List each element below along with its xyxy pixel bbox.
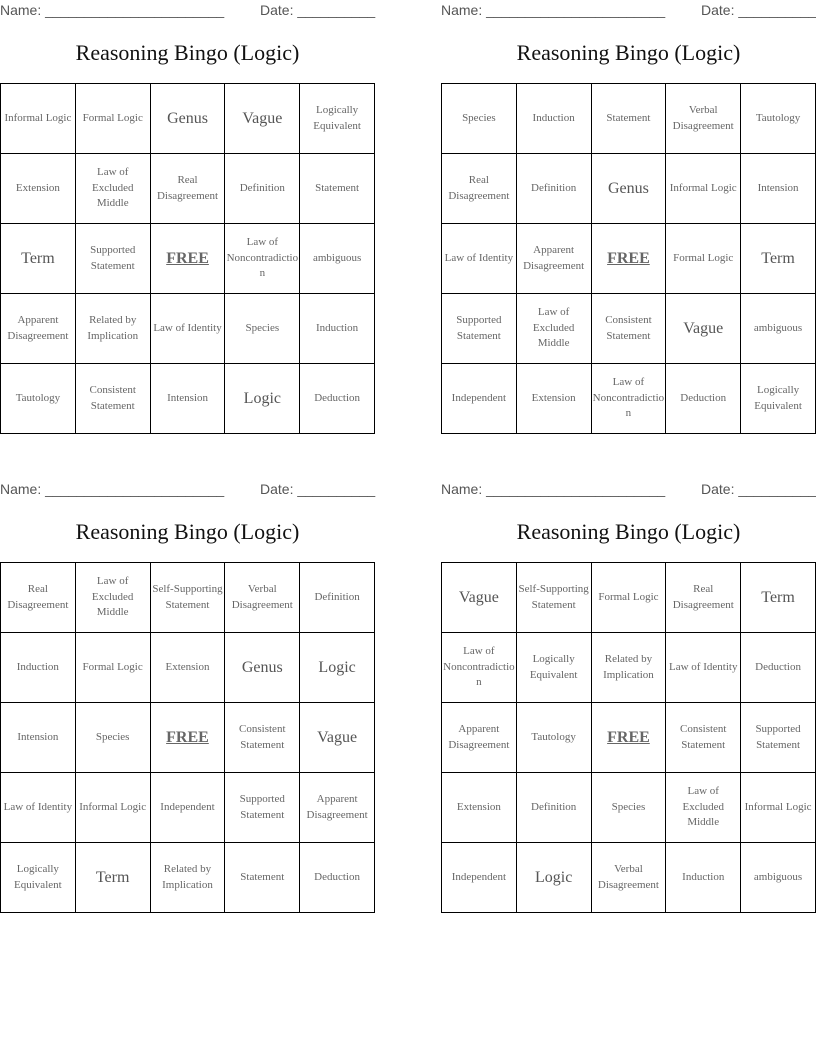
bingo-row [1, 843, 375, 913]
bingo-cell: ambiguous [300, 224, 375, 294]
bingo-row [1, 84, 375, 154]
bingo-row [442, 633, 816, 703]
bingo-cell: Extension [1, 154, 76, 224]
card-title: Reasoning Bingo (Logic) [75, 40, 300, 65]
bingo-cell: Statement [225, 843, 300, 913]
bingo-cell: Tautology [516, 703, 591, 773]
bingo-cell: Extension [516, 364, 591, 434]
bingo-row [442, 224, 816, 294]
bingo-cell: Statement [300, 154, 375, 224]
bingo-cell: Extension [150, 633, 225, 703]
bingo-cell: Vague [300, 703, 375, 773]
free-space: FREE [150, 703, 225, 773]
bingo-row [1, 294, 375, 364]
date-line: Date: __________ [701, 481, 816, 497]
bingo-cell: Induction [300, 294, 375, 364]
date-line: Date: __________ [260, 2, 376, 18]
bingo-cell: Formal Logic [75, 84, 150, 154]
bingo-cell: Logically Equivalent [516, 633, 591, 703]
bingo-cell: Induction [1, 633, 76, 703]
bingo-row [1, 563, 375, 633]
bingo-cell: Independent [442, 843, 517, 913]
card-title: Reasoning Bingo (Logic) [75, 519, 300, 544]
bingo-cell: Genus [225, 633, 300, 703]
card-title: Reasoning Bingo (Logic) [516, 40, 741, 65]
bingo-cell: Extension [442, 773, 517, 843]
bingo-cell: Law of Noncontradiction [442, 633, 517, 703]
name-line: Name: _______________________ [0, 2, 225, 18]
bingo-cell: Vague [225, 84, 300, 154]
bingo-cell: Real Disagreement [666, 563, 741, 633]
bingo-cell: Verbal Disagreement [666, 84, 741, 154]
bingo-row [442, 773, 816, 843]
bingo-cell: Apparent Disagreement [300, 773, 375, 843]
bingo-cell: Supported Statement [75, 224, 150, 294]
bingo-cell: Vague [666, 294, 741, 364]
bingo-cell: Apparent Disagreement [516, 224, 591, 294]
bingo-cell: Logically Equivalent [300, 84, 375, 154]
bingo-cell: Induction [516, 84, 591, 154]
bingo-cell: Related by Implication [75, 294, 150, 364]
bingo-cell: Species [442, 84, 517, 154]
bingo-cell: Law of Identity [1, 773, 76, 843]
bingo-row [442, 154, 816, 224]
bingo-cell: Supported Statement [741, 703, 816, 773]
bingo-cell: Real Disagreement [442, 154, 517, 224]
bingo-grid [441, 83, 816, 434]
bingo-cell: Law of Identity [150, 294, 225, 364]
bingo-cell: Informal Logic [1, 84, 76, 154]
bingo-cell: Formal Logic [591, 563, 666, 633]
bingo-cell: Apparent Disagreement [442, 703, 517, 773]
bingo-cell: Independent [442, 364, 517, 434]
bingo-grid [0, 562, 375, 913]
bingo-cell: Informal Logic [75, 773, 150, 843]
bingo-cell: Deduction [300, 364, 375, 434]
card-header [0, 0, 375, 22]
bingo-cell: Formal Logic [666, 224, 741, 294]
bingo-row [442, 703, 816, 773]
bingo-cell: Law of Noncontradiction [225, 224, 300, 294]
bingo-cell: Intension [1, 703, 76, 773]
bingo-cell: Species [75, 703, 150, 773]
bingo-cell: Deduction [741, 633, 816, 703]
bingo-cell: Deduction [300, 843, 375, 913]
bingo-cell: Intension [150, 364, 225, 434]
card-header [441, 479, 816, 501]
bingo-cell: Law of Noncontradiction [591, 364, 666, 434]
bingo-cell: Law of Identity [442, 224, 517, 294]
bingo-row [1, 224, 375, 294]
bingo-cell: Term [75, 843, 150, 913]
bingo-cell: Logic [516, 843, 591, 913]
bingo-row [442, 294, 816, 364]
bingo-cell: Law of Excluded Middle [516, 294, 591, 364]
bingo-cell: Statement [591, 84, 666, 154]
bingo-cell: Consistent Statement [591, 294, 666, 364]
bingo-cell: Consistent Statement [225, 703, 300, 773]
name-line: Name: _______________________ [441, 2, 666, 18]
bingo-cell: Definition [225, 154, 300, 224]
card-header [0, 479, 375, 501]
bingo-cell: Term [1, 224, 76, 294]
bingo-grid [0, 83, 375, 434]
bingo-cell: Genus [591, 154, 666, 224]
bingo-cell: Logic [225, 364, 300, 434]
card-header [441, 0, 816, 22]
bingo-cell: ambiguous [741, 294, 816, 364]
bingo-cell: Verbal Disagreement [591, 843, 666, 913]
bingo-cell: Logic [300, 633, 375, 703]
bingo-cell: Verbal Disagreement [225, 563, 300, 633]
bingo-cell: Real Disagreement [150, 154, 225, 224]
bingo-cell: Law of Excluded Middle [75, 154, 150, 224]
bingo-cell: Tautology [741, 84, 816, 154]
bingo-cell: Term [741, 563, 816, 633]
free-space: FREE [150, 224, 225, 294]
bingo-cell: Consistent Statement [666, 703, 741, 773]
bingo-row [442, 364, 816, 434]
bingo-cell: Supported Statement [225, 773, 300, 843]
bingo-cell: Definition [516, 773, 591, 843]
bingo-row [1, 364, 375, 434]
bingo-row [1, 773, 375, 843]
bingo-cell: Species [225, 294, 300, 364]
bingo-cell: Induction [666, 843, 741, 913]
bingo-cell: Genus [150, 84, 225, 154]
bingo-cell: Self-Supporting Statement [516, 563, 591, 633]
bingo-cell: Law of Excluded Middle [75, 563, 150, 633]
bingo-cell: Independent [150, 773, 225, 843]
bingo-cell: Tautology [1, 364, 76, 434]
free-space: FREE [591, 224, 666, 294]
bingo-row [442, 84, 816, 154]
date-line: Date: __________ [260, 481, 376, 497]
bingo-row [442, 563, 816, 633]
bingo-cell: Law of Identity [666, 633, 741, 703]
name-line: Name: _______________________ [441, 481, 666, 497]
bingo-row [1, 633, 375, 703]
bingo-cell: Consistent Statement [75, 364, 150, 434]
bingo-cell: ambiguous [741, 843, 816, 913]
bingo-cell: Real Disagreement [1, 563, 76, 633]
free-space: FREE [591, 703, 666, 773]
bingo-cell: Formal Logic [75, 633, 150, 703]
bingo-cell: Informal Logic [741, 773, 816, 843]
bingo-cell: Intension [741, 154, 816, 224]
bingo-cell: Species [591, 773, 666, 843]
bingo-cell: Informal Logic [666, 154, 741, 224]
bingo-cell: Law of Excluded Middle [666, 773, 741, 843]
bingo-row [1, 154, 375, 224]
bingo-cell: Definition [300, 563, 375, 633]
bingo-cell: Supported Statement [442, 294, 517, 364]
bingo-cell: Logically Equivalent [741, 364, 816, 434]
bingo-grid [441, 562, 816, 913]
bingo-cell: Related by Implication [150, 843, 225, 913]
bingo-row [442, 843, 816, 913]
bingo-cell: Deduction [666, 364, 741, 434]
bingo-row [1, 703, 375, 773]
bingo-cell: Vague [442, 563, 517, 633]
bingo-cell: Apparent Disagreement [1, 294, 76, 364]
bingo-cell: Related by Implication [591, 633, 666, 703]
card-title: Reasoning Bingo (Logic) [516, 519, 741, 544]
bingo-cell: Self-Supporting Statement [150, 563, 225, 633]
bingo-cell: Term [741, 224, 816, 294]
date-line: Date: __________ [701, 2, 816, 18]
bingo-cell: Definition [516, 154, 591, 224]
bingo-cell: Logically Equivalent [1, 843, 76, 913]
name-line: Name: _______________________ [0, 481, 225, 497]
